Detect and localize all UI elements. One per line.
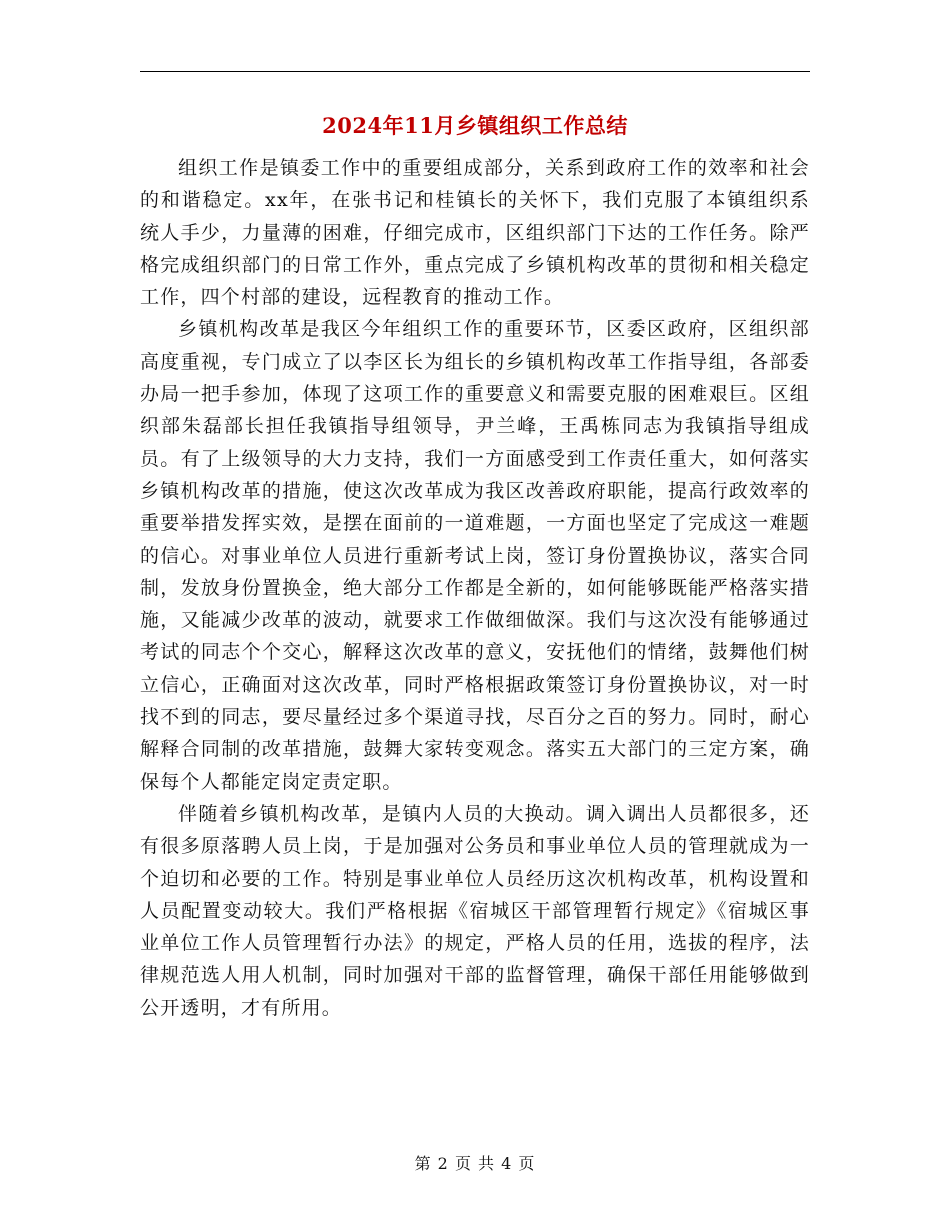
paragraph-3: 伴随着乡镇机构改革，是镇内人员的大换动。调入调出人员都很多，还有很多原落聘人员上岗，于是加强对公务员和事业单位人员的管理就成为一个迫切和必要的工作。特别是事业单位人员经历这次机构改革，机构设置和人员配置变动较大。我们严格根据《宿城区干部管理暂行规定》《宿城区事业单位工作人员管理暂行办法》的规定，严格人员的任用，选拔的程序，法律规范选人用人机制，同时加强对干部的监督管理，确保干部任用能够做到公开透明，才有所用。 [140,802,810,1019]
header-rule [140,71,810,72]
page-number: 第 2 页 共 4 页 [414,1154,536,1173]
document-title: 2024年11月乡镇组织工作总结 [322,113,628,138]
document-body [140,152,810,1024]
paragraph-2: 乡镇机构改革是我区今年组织工作的重要环节，区委区政府，区组织部高度重视，专门成立了以李区长为组长的乡镇机构改革工作指导组，各部委办局一把手参加，体现了这项工作的重要意义和需要克服的困难艰巨。区组织部朱磊部长担任我镇指导组领导，尹兰峰，王禹栋同志为我镇指导组成员。有了上级领导的大力支持，我们一方面感受到工作责任重大，如何落实乡镇机构改革的措施，使这次改革成为我区改善政府职能，提高行政效率的重要举措发挥实效，是摆在面前的一道难题，一方面也坚定了完成这一难题的信心。对事业单位人员进行重新考试上岗，签订身份置换协议，落实合同制，发放身份置换金，绝大部分工作都是全新的，如何能够既能严格落实措施，又能减少改革的波动，就要求工作做细做深。我们与这次没有能够通过考试的同志个个交心，解释这次改革的意义，安抚他们的情绪，鼓舞他们树立信心，正确面对这次改革，同时严格根据政策签订身份置换协议，对一时找不到的同志，要尽量经过多个渠道寻找，尽百分之百的努力。同时，耐心解释合同制的改革措施，鼓舞大家转变观念。落实五大部门的三定方案，确保每个人都能定岗定责定职。 [140,318,810,793]
paragraph-1: 组织工作是镇委工作中的重要组成部分，关系到政府工作的效率和社会的和谐稳定。xx年，在张书记和桂镇长的关怀下，我们克服了本镇组织系统人手少，力量薄的困难，仔细完成市，区组织部门下达的工作任务。除严格完成组织部门的日常工作外，重点完成了乡镇机构改革的贯彻和相关稳定工作，四个村部的建设，远程教育的推动工作。 [140,157,810,309]
